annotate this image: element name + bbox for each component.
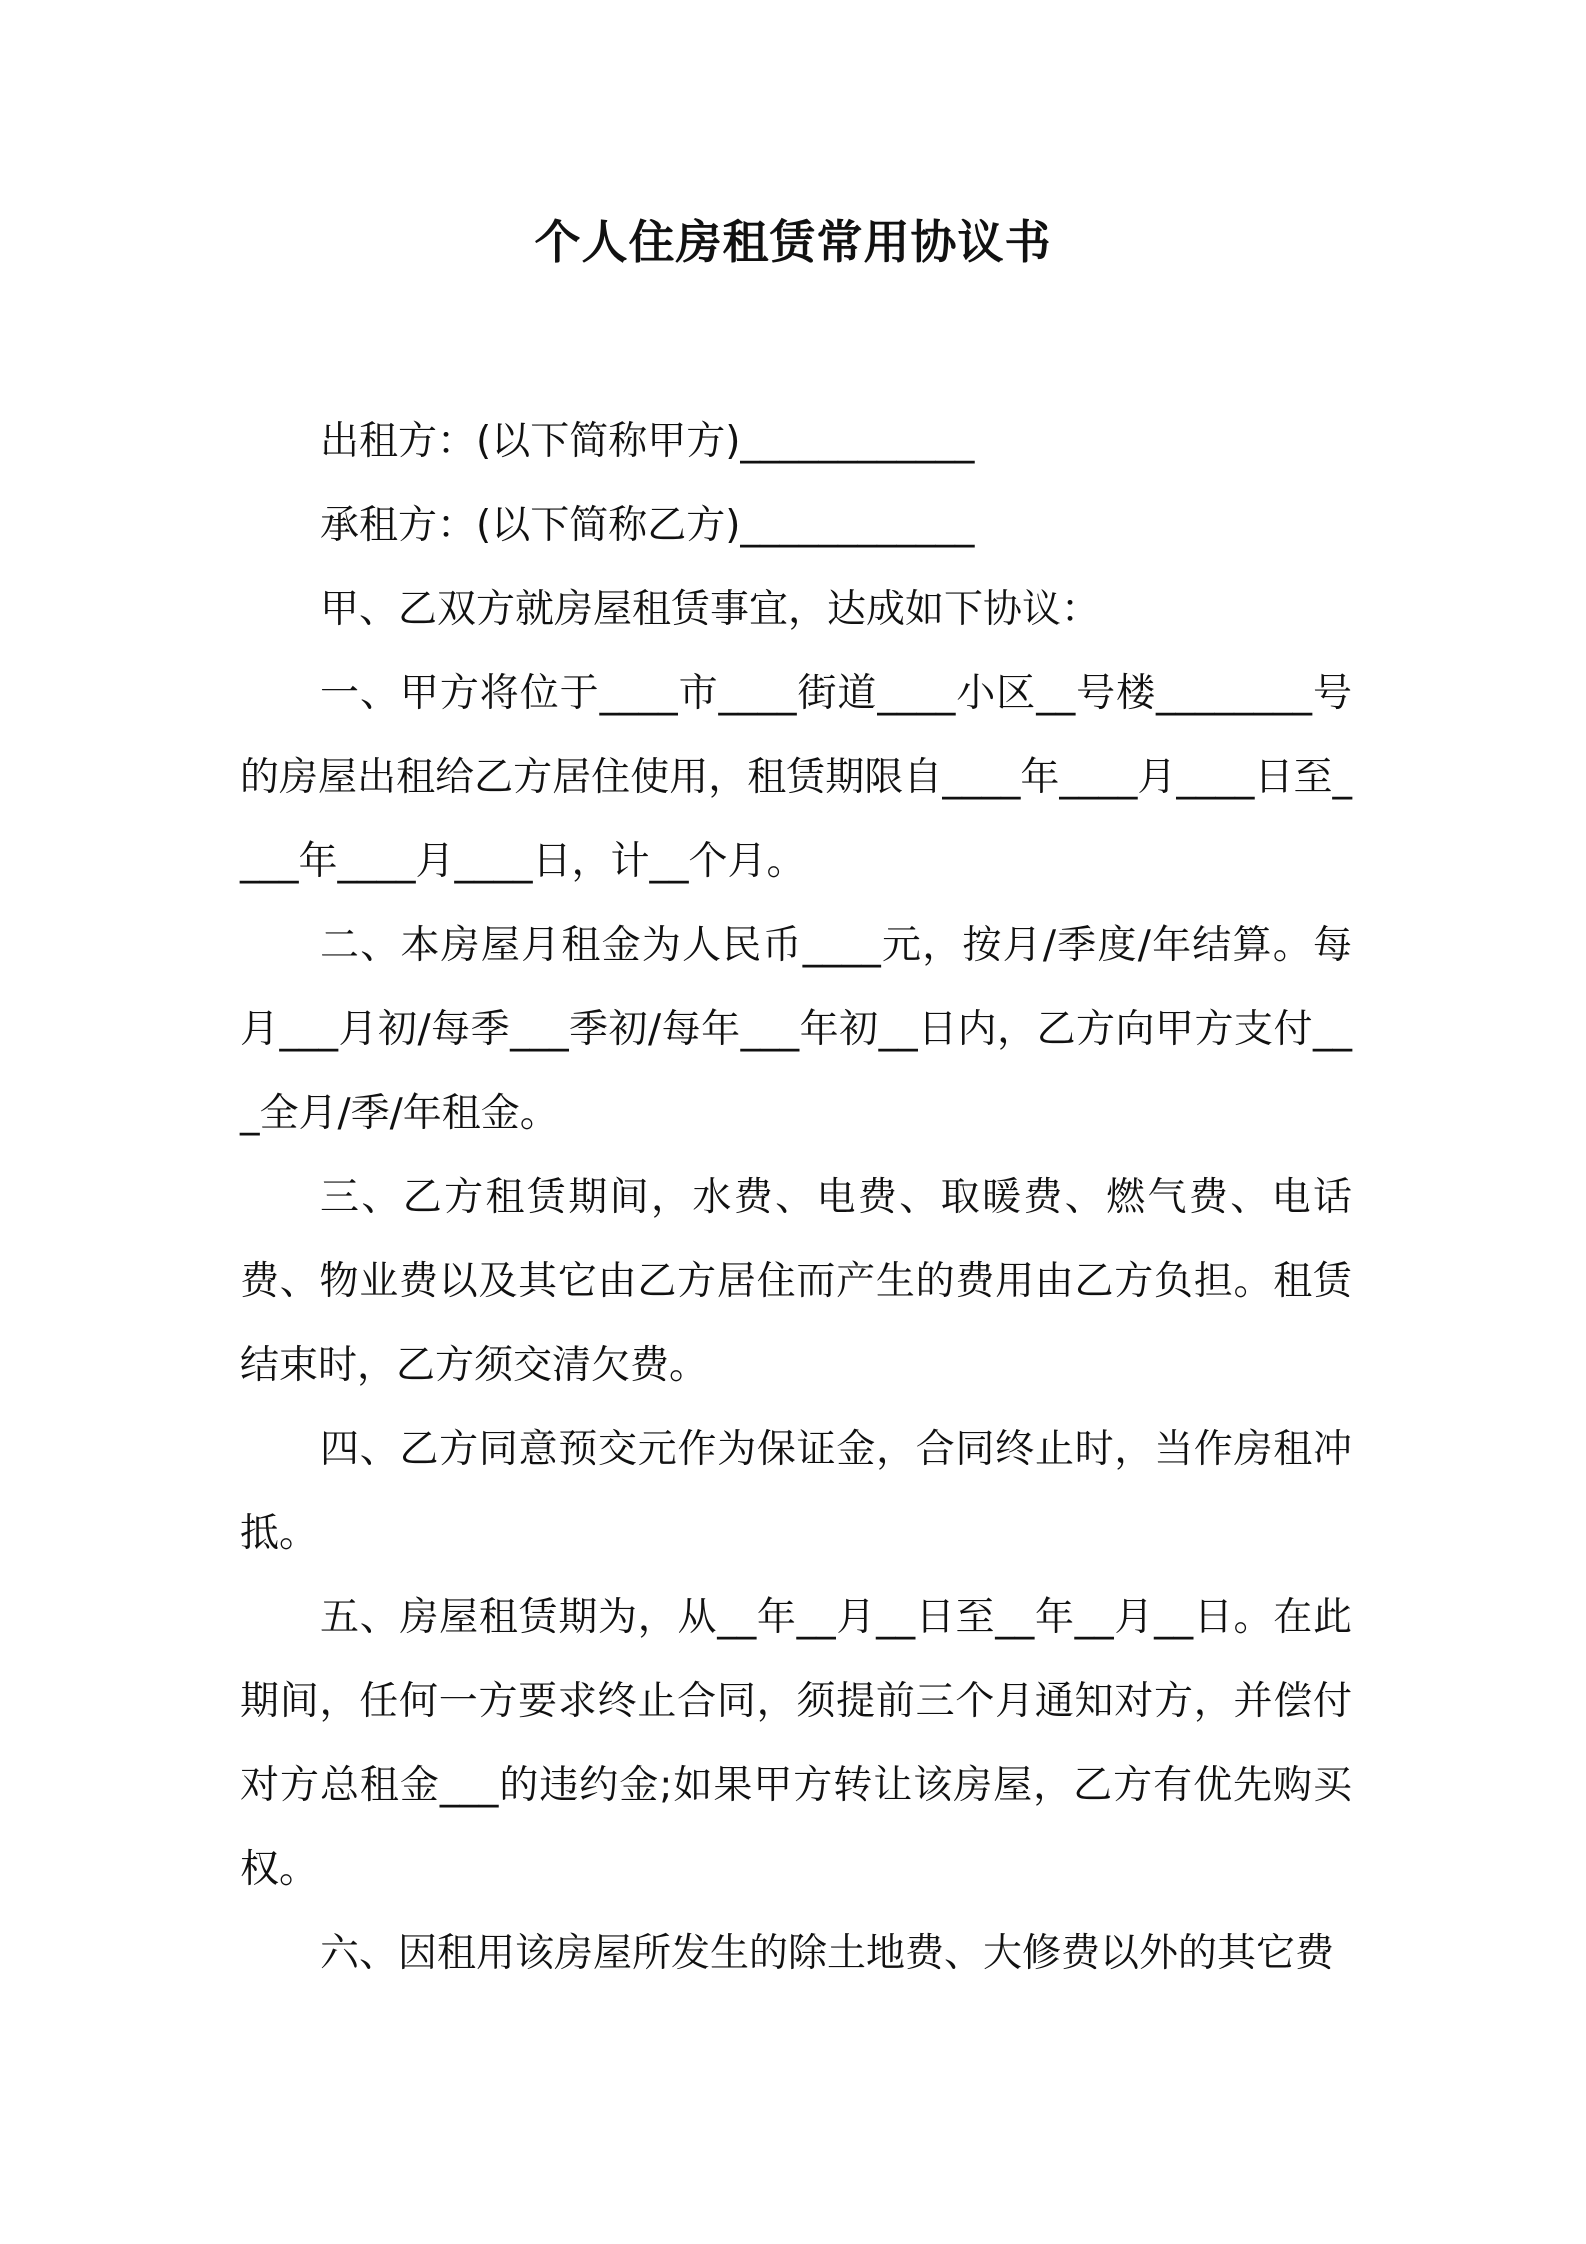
clause-2: 二、本房屋月租金为人民币____元，按月/季度/年结算。每月___月初/每季___季初/每年___年初__日内，乙方向甲方支付___全月/季/年租金。 (240, 923, 1352, 1136)
document-title: 个人住房租赁常用协议书 (534, 215, 1052, 269)
clause-4: 四、乙方同意预交元作为保证金，合同终止时，当作房租冲抵。 (240, 1427, 1352, 1556)
clause-5: 五、房屋租赁期为，从__年__月__日至__年__月__日。在此期间，任何一方要求终止合同，须提前三个月通知对方，并偿付对方总租金___的违约金;如果甲方转让该房屋，乙方有优先购买权。 (240, 1595, 1352, 1892)
clause-1: 一、甲方将位于____市____街道____小区__号楼________号的房屋出租给乙方居住使用，租赁期限自____年____月____日至____年____月____日，计__个月。 (240, 671, 1352, 884)
document-body (240, 400, 1352, 1996)
lessee-line: 承租方：(以下简称乙方)____________ (320, 503, 975, 548)
lessor-line: 出租方：(以下简称甲方)____________ (320, 419, 975, 464)
clause-3: 三、乙方租赁期间，水费、电费、取暖费、燃气费、电话费、物业费以及其它由乙方居住而产生的费用由乙方负担。租赁结束时，乙方须交清欠费。 (240, 1175, 1352, 1388)
clause-6: 六、因租用该房屋所发生的除土地费、大修费以外的其它费 (320, 1931, 1335, 1976)
agreement-intro: 甲、乙双方就房屋租赁事宜，达成如下协议： (320, 587, 1101, 632)
